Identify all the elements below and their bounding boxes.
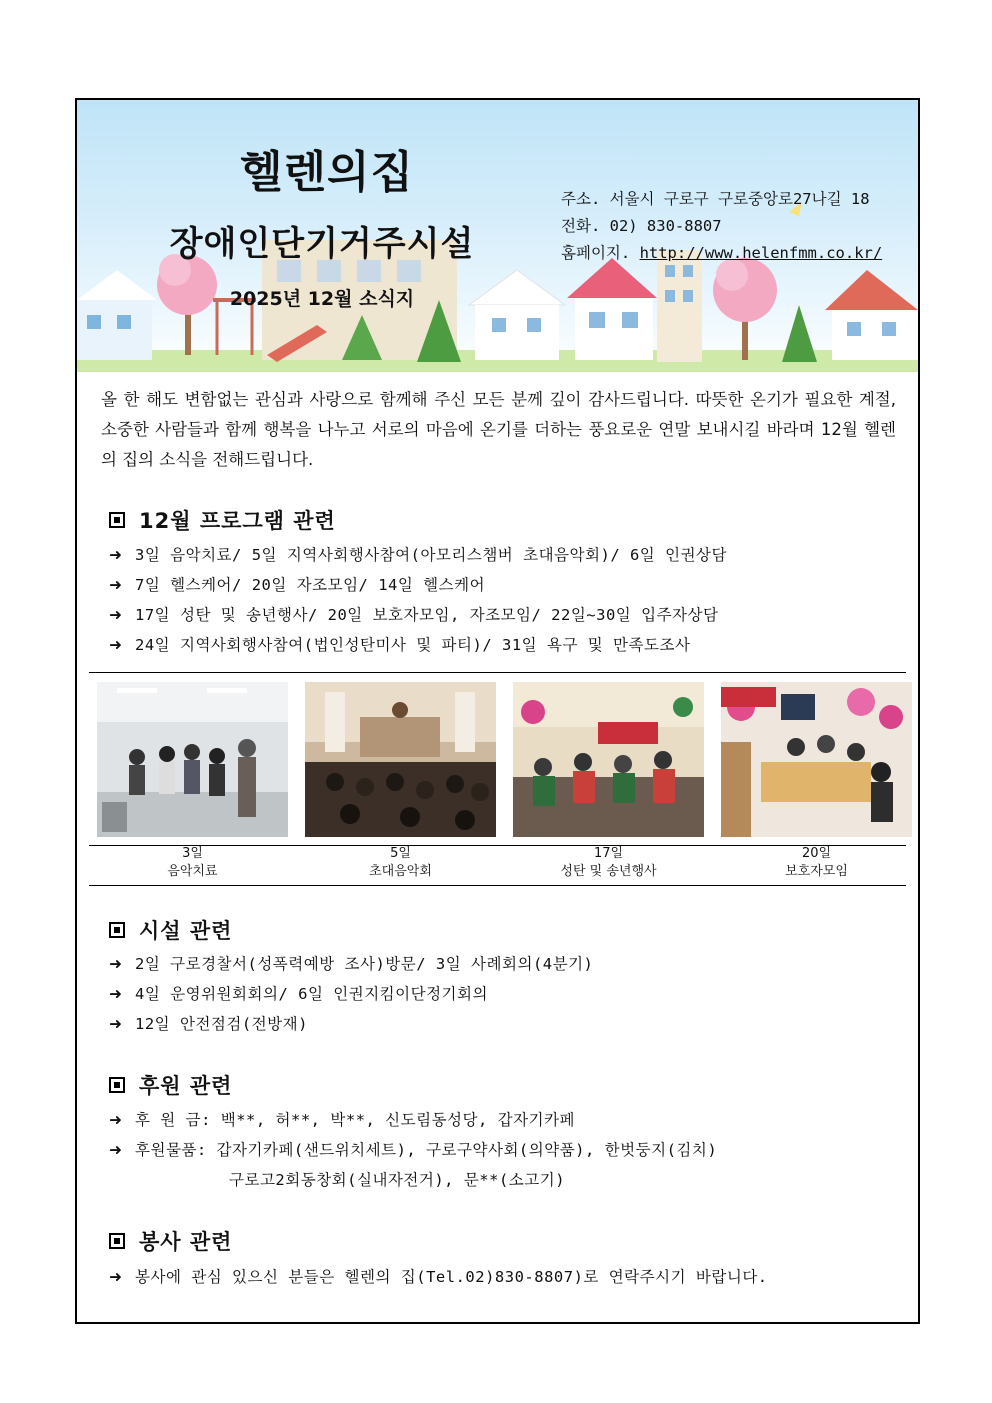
support-list: [109, 1105, 717, 1195]
photo-caption: 3일 음악치료: [167, 846, 218, 879]
square-bullet-icon: [109, 922, 125, 938]
support-heading-text: 후원 관련: [139, 1074, 233, 1098]
list-item: ➜ 12일 안전점검(전방재): [109, 1009, 593, 1039]
list-item: ➜ 24일 지역사회행사참여(법인성탄미사 및 파티)/ 31일 욕구 및 만족도조사: [109, 630, 727, 660]
arrow-icon: ➜: [109, 576, 123, 594]
volunteer-heading-text: 봉사 관련: [139, 1230, 233, 1254]
list-item: ➜ 후 원 금: 백**, 허**, 박**, 신도림동성당, 갑자기카페: [109, 1105, 717, 1135]
facility-heading-text: 시설 관련: [139, 919, 233, 943]
arrow-icon: ➜: [109, 1015, 123, 1033]
arrow-icon: ➜: [109, 1111, 123, 1129]
photo-caption: 17일 성탄 및 송년행사: [560, 846, 657, 879]
photo-table: [89, 672, 906, 886]
address-text: 주소. 서울시 구로구 구로중앙로27나길 18: [561, 190, 870, 208]
support-section-heading: [109, 1070, 232, 1100]
issue-label: 2025년 12월 소식지: [229, 288, 415, 310]
square-bullet-icon: [109, 1233, 125, 1249]
arrow-icon: ➜: [109, 1141, 123, 1159]
program-list: [109, 540, 727, 660]
photo-caption: 20일 보호자모임: [785, 846, 848, 879]
contact-info: [561, 186, 882, 267]
program-heading-text: 12월 프로그램 관련: [139, 509, 336, 533]
arrow-icon: ➜: [109, 955, 123, 973]
photo-music-therapy: [97, 682, 288, 837]
arrow-icon: ➜: [109, 636, 123, 654]
photo-concert: [305, 682, 496, 837]
program-section-heading: [109, 505, 336, 535]
volunteer-list: [109, 1262, 768, 1292]
facility-name: 장애인단기거주시설: [169, 224, 475, 264]
list-item: ➜ 2일 구로경찰서(성폭력예방 조사)방문/ 3일 사례회의(4분기): [109, 949, 593, 979]
photo-caption: 5일 초대음악회: [369, 846, 432, 879]
arrow-icon: ➜: [109, 606, 123, 624]
facility-list: [109, 949, 593, 1039]
list-item-continuation: 구로고2회동창회(실내자전거), 문**(소고기): [229, 1171, 566, 1189]
volunteer-section-heading: [109, 1226, 232, 1256]
arrow-icon: ➜: [109, 1268, 123, 1286]
header-banner: [77, 100, 918, 372]
photo-guardian-meeting: [721, 682, 912, 837]
list-item: ➜ 봉사에 관심 있으신 분들은 헬렌의 집(Tel.02)830-8807)로 연락주시기 바랍니다.: [109, 1262, 768, 1292]
homepage-label: 홈페이지.: [561, 244, 640, 262]
arrow-icon: ➜: [109, 985, 123, 1003]
list-item: ➜ 17일 성탄 및 송년행사/ 20일 보호자모임, 자조모임/ 22일~30일 입주자상담: [109, 600, 727, 630]
list-item: ➜ 3일 음악치료/ 5일 지역사회행사참여(아모리스챔버 초대음악회)/ 6일 인권상담: [109, 540, 727, 570]
phone-text: 전화. 02) 830-8807: [561, 217, 722, 235]
homepage-link[interactable]: http://www.helenfmm.co.kr/: [639, 244, 883, 262]
list-item: ➜ 7일 헬스케어/ 20일 자조모임/ 14일 헬스케어: [109, 570, 727, 600]
list-item: ➜ 후원물품: 갑자기카페(샌드위치세트), 구로구약사회(의약품), 한벗둥지(김치): [109, 1135, 717, 1165]
newsletter-frame: [75, 98, 920, 1324]
square-bullet-icon: [109, 1077, 125, 1093]
facility-section-heading: [109, 915, 232, 945]
photo-christmas-party: [513, 682, 704, 837]
square-bullet-icon: [109, 512, 125, 528]
intro-paragraph: 올 한 해도 변함없는 관심과 사랑으로 함께해 주신 모든 분께 깊이 감사드립니다. 따뜻한 온기가 필요한 계절, 소중한 사람들과 함께 행복을 나누고 서로의 마음에 온기를 더하는 풍요로운 연말 보내시길 바라며 12월 헬렌의 집의 소식을 전해드립니다.: [101, 390, 896, 469]
list-item: ➜ 4일 운영위원회회의/ 6일 인권지킴이단정기회의: [109, 979, 593, 1009]
homepage-line: [561, 240, 882, 267]
newsletter-title: 헬렌의집: [239, 147, 414, 198]
arrow-icon: ➜: [109, 546, 123, 564]
